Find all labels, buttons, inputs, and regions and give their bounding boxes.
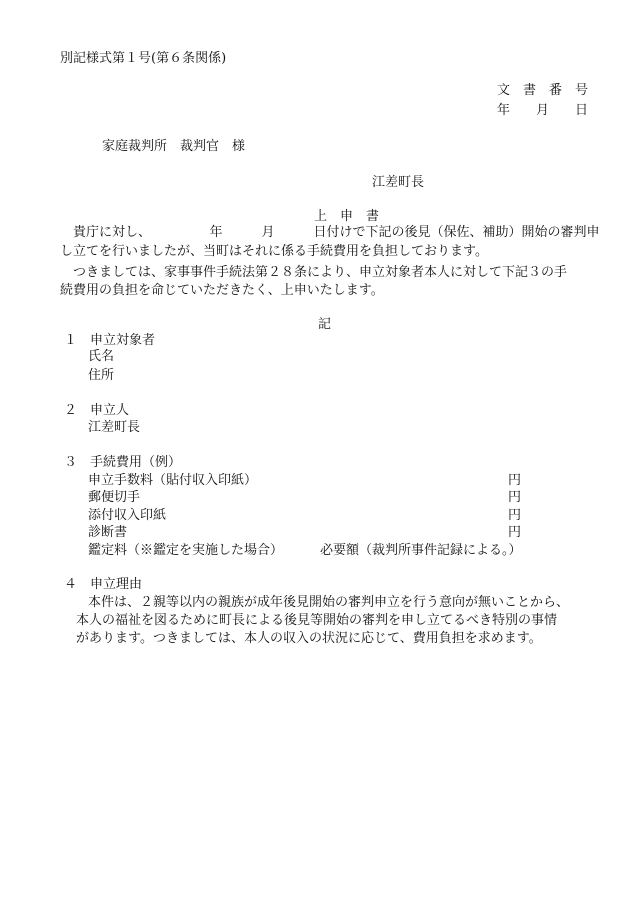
body-line: つきましては、家事事件手続法第２８条により、申立対象者本人に対して下記３の手	[60, 265, 568, 280]
section-item: 氏名	[88, 349, 115, 364]
form-label: 別記様式第１号(第６条関係)	[60, 51, 227, 66]
section-heading: ２ 申立人	[64, 403, 130, 418]
body-line: し立てを行いましたが、当町はそれに係る手続費用を負担しております。	[60, 244, 488, 259]
section-heading: １ 申立対象者	[64, 333, 156, 348]
reason-line: があります。つきましては、本人の収入の状況に応じて、費用負担を求めます。	[76, 631, 542, 646]
document-title: 上 申 書	[314, 209, 380, 224]
section-item: 江差町長	[88, 420, 141, 435]
section-heading: ４ 申立理由	[64, 577, 143, 592]
cost-value: 必要額（裁判所事件記録による。）	[320, 543, 522, 558]
reason-line: 本件は、２親等以内の親族が成年後見開始の審判申立を行う意向が無いことから、	[88, 595, 570, 610]
cost-label: 添付収入印紙	[88, 508, 167, 523]
cost-label: 申立手数料（貼付収入印紙）	[88, 473, 258, 488]
section-heading: ３ 手続費用（例）	[64, 455, 182, 470]
body-line: 続費用の負担を命じていただきたく、上申いたします。	[60, 283, 384, 298]
cost-value: 円	[508, 508, 522, 523]
cost-label: 郵便切手	[88, 490, 141, 505]
cost-value: 円	[508, 473, 522, 488]
ki-heading: 記	[318, 317, 332, 332]
document-date: 年 月 日	[496, 103, 588, 118]
reason-line: 本人の福祉を図るために町長による後見等開始の審判を申し立てるべき特別の事情	[76, 613, 558, 628]
body-line: 貴庁に対し、 年 月 日付けで下記の後見（保佐、補助）開始の審判申	[60, 225, 600, 240]
cost-label: 診断書	[88, 525, 128, 540]
document-number: 文 書 番 号	[496, 83, 588, 98]
cost-value: 円	[508, 525, 522, 540]
sender: 江差町長	[372, 175, 425, 190]
section-item: 住所	[88, 368, 115, 383]
cost-value: 円	[508, 490, 522, 505]
cost-label: 鑑定料（※鑑定を実施した場合）	[88, 543, 284, 558]
addressee: 家庭裁判所 裁判官 様	[102, 139, 246, 154]
